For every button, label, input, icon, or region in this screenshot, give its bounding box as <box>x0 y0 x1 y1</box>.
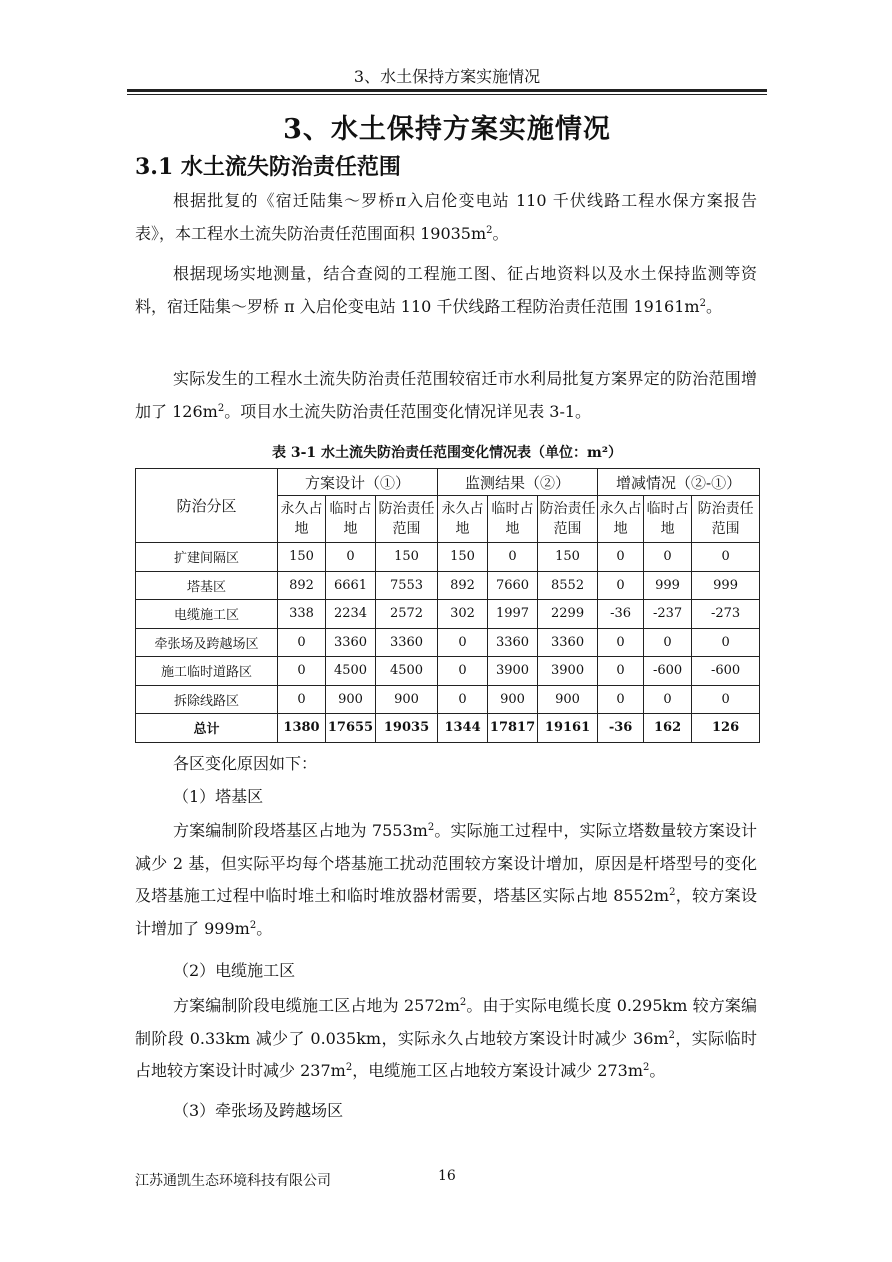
value-cell: 900 <box>326 685 376 714</box>
value-cell: 162 <box>644 714 692 743</box>
value-cell: 17817 <box>488 714 538 743</box>
table-row <box>136 628 760 657</box>
value-cell: 3360 <box>538 628 598 657</box>
value-cell: 0 <box>488 543 538 572</box>
value-cell: 0 <box>644 685 692 714</box>
value-cell: 3360 <box>326 628 376 657</box>
value-cell: 4500 <box>376 657 438 686</box>
zone-header: 防治分区 <box>136 469 278 543</box>
table-total-row <box>136 714 760 743</box>
value-cell: 150 <box>538 543 598 572</box>
zone-name-cell: 拆除线路区 <box>136 685 278 714</box>
value-cell: 2572 <box>376 600 438 629</box>
sub-header: 临时占地 <box>326 496 376 543</box>
sub-header: 永久占地 <box>438 496 488 543</box>
value-cell: 0 <box>278 657 326 686</box>
sub-header: 临时占地 <box>644 496 692 543</box>
table-row <box>136 657 760 686</box>
zone-name-cell: 塔基区 <box>136 571 278 600</box>
paragraph-5: 方案编制阶段塔基区占地为 $7553m^2$。实际施工过程中，实际立塔数量较方案设计减少 2 基，但实际平均每个塔基施工扰动范围较方案设计增加，原因是杆塔型号的变化及塔基施工过程中临时堆土和临时堆放器材需要，塔基区实际占地 $8552m^2$，较方案设计增加了 $999m^2$。 <box>135 821 757 938</box>
value-cell: 150 <box>376 543 438 572</box>
value-cell: 8552 <box>538 571 598 600</box>
paragraph-1: 根据批复的《宿迁陆集～罗桥π入启伦变电站 110 千伏线路工程水保方案报告表》，本工程水土流失防治责任范围面积 $19035m^2$。 <box>135 191 757 243</box>
zone-name-cell: 施工临时道路区 <box>136 657 278 686</box>
value-cell: 1997 <box>488 600 538 629</box>
value-cell: 150 <box>278 543 326 572</box>
subheading-1: （1）塔基区 <box>173 787 264 806</box>
paragraph-2: 根据现场实地测量，结合查阅的工程施工图、征占地资料以及水土保持监测等资料，宿迁陆集～罗桥 π 入启伦变电站 110 千伏线路工程防治责任范围 $19161m^2$。 <box>135 264 757 316</box>
value-cell: 2299 <box>538 600 598 629</box>
value-cell: 150 <box>438 543 488 572</box>
zone-name-cell: 牵张场及跨越场区 <box>136 628 278 657</box>
footer-company: 江苏通凯生态环境科技有限公司 <box>135 1173 331 1189</box>
paragraph-3: 实际发生的工程水土流失防治责任范围较宿迁市水利局批复方案界定的防治范围增加了 $126m^2$。项目水土流失防治责任范围变化情况详见表 3-1。 <box>135 369 757 421</box>
value-cell: 0 <box>438 628 488 657</box>
value-cell: 0 <box>644 628 692 657</box>
value-cell: 7553 <box>376 571 438 600</box>
value-cell: 338 <box>278 600 326 629</box>
value-cell: 900 <box>376 685 438 714</box>
value-cell: 3900 <box>488 657 538 686</box>
subheading-2: （2）电缆施工区 <box>173 961 296 980</box>
sub-header: 永久占地 <box>598 496 644 543</box>
sub-header: 防治责任范围 <box>376 496 438 543</box>
value-cell: 302 <box>438 600 488 629</box>
value-cell: 7660 <box>488 571 538 600</box>
table-caption: 表 3-1 水土流失防治责任范围变化情况表（单位：m²） <box>272 445 622 461</box>
running-header: 3、水土保持方案实施情况 <box>353 67 541 86</box>
value-cell: 0 <box>598 685 644 714</box>
group-header: 方案设计（①） <box>278 469 438 496</box>
group-header: 增减情况（②-①） <box>598 469 760 496</box>
zone-name-cell: 总计 <box>136 714 278 743</box>
sub-header: 防治责任范围 <box>538 496 598 543</box>
value-cell: 3900 <box>538 657 598 686</box>
table-row <box>136 600 760 629</box>
value-cell: 892 <box>278 571 326 600</box>
value-cell: 0 <box>598 628 644 657</box>
table-body <box>136 543 760 743</box>
value-cell: 0 <box>598 571 644 600</box>
value-cell: 0 <box>644 543 692 572</box>
value-cell: 17655 <box>326 714 376 743</box>
value-cell: 0 <box>326 543 376 572</box>
sub-header: 临时占地 <box>488 496 538 543</box>
value-cell: 19035 <box>376 714 438 743</box>
value-cell: -36 <box>598 600 644 629</box>
value-cell: 0 <box>278 685 326 714</box>
value-cell: 999 <box>692 571 760 600</box>
table-row <box>136 571 760 600</box>
section-title: 3.1 水土流失防治责任范围 <box>135 154 401 180</box>
group-header: 监测结果（②） <box>438 469 598 496</box>
value-cell: 19161 <box>538 714 598 743</box>
value-cell: 126 <box>692 714 760 743</box>
value-cell: 999 <box>644 571 692 600</box>
header-rule-thin <box>127 94 767 95</box>
value-cell: 1380 <box>278 714 326 743</box>
value-cell: 0 <box>598 657 644 686</box>
value-cell: 0 <box>438 685 488 714</box>
sub-header: 永久占地 <box>278 496 326 543</box>
value-cell: -600 <box>692 657 760 686</box>
value-cell: 0 <box>692 685 760 714</box>
value-cell: 0 <box>278 628 326 657</box>
zone-name-cell: 电缆施工区 <box>136 600 278 629</box>
paragraph-4: 各区变化原因如下： <box>173 754 318 773</box>
value-cell: 2234 <box>326 600 376 629</box>
value-cell: 3360 <box>376 628 438 657</box>
chapter-title: 3、水土保持方案实施情况 <box>283 114 611 145</box>
sub-header: 防治责任范围 <box>692 496 760 543</box>
value-cell: 4500 <box>326 657 376 686</box>
header-rule-thick <box>127 89 767 92</box>
value-cell: 6661 <box>326 571 376 600</box>
value-cell: 1344 <box>438 714 488 743</box>
value-cell: 892 <box>438 571 488 600</box>
value-cell: -600 <box>644 657 692 686</box>
paragraph-6: 方案编制阶段电缆施工区占地为 $2572m^2$。由于实际电缆长度 0.295km 较方案编制阶段 0.33km 减少了 0.035km，实际永久占地较方案设计时减少 $36m^2$，实际临时占地较方案设计时减少 $237m^2$，电缆施工区占地较方案设计减少 $273m^2$。 <box>135 996 757 1080</box>
value-cell: 0 <box>692 543 760 572</box>
value-cell: 0 <box>692 628 760 657</box>
page-number: 16 <box>438 1168 456 1184</box>
subheading-3: （3）牵张场及跨越场区 <box>173 1101 344 1120</box>
value-cell: -237 <box>644 600 692 629</box>
table-row <box>136 543 760 572</box>
value-cell: 3360 <box>488 628 538 657</box>
value-cell: 0 <box>438 657 488 686</box>
value-cell: 0 <box>598 543 644 572</box>
value-cell: 900 <box>488 685 538 714</box>
responsibility-range-table <box>135 468 760 743</box>
table-row <box>136 685 760 714</box>
value-cell: -273 <box>692 600 760 629</box>
value-cell: 900 <box>538 685 598 714</box>
zone-name-cell: 扩建间隔区 <box>136 543 278 572</box>
value-cell: -36 <box>598 714 644 743</box>
table-header-row <box>136 469 760 496</box>
